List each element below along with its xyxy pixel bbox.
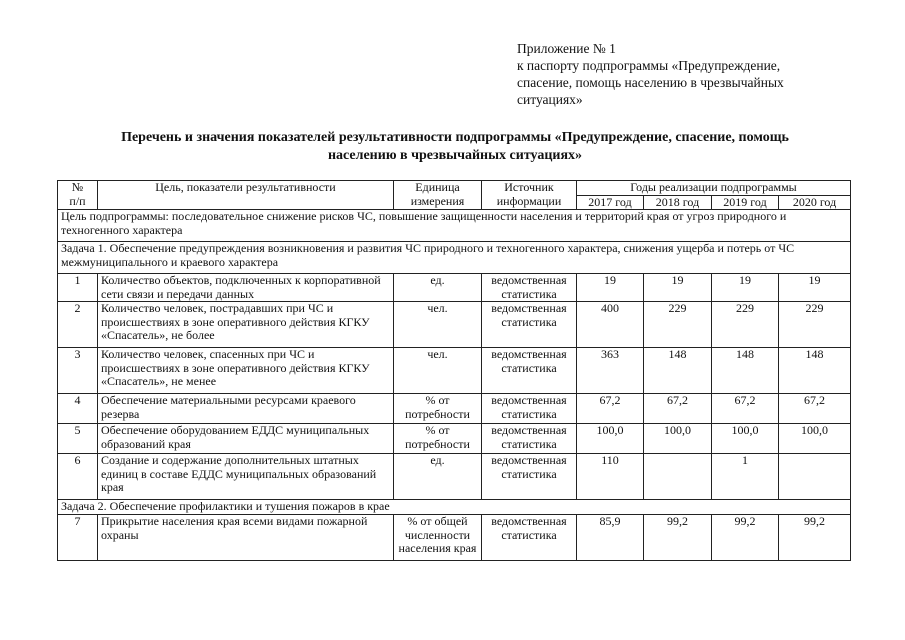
row-value-2017: 100,0 — [577, 424, 644, 454]
row-name: Количество человек, пострадавших при ЧС и происшествиях в зоне оперативного действия КГКУ «Спасатель», не более — [98, 302, 394, 348]
header-year: 2019 год — [712, 195, 779, 210]
row-unit: % от потребности — [394, 394, 482, 424]
row-value-2018: 19 — [644, 274, 712, 302]
row-name: Количество объектов, подключенных к корпоративной сети связи и передачи данных — [98, 274, 394, 302]
row-value-2020: 229 — [779, 302, 851, 348]
task-row: Задача 1. Обеспечение предупреждения возникновения и развития ЧС природного и техногенного характера, снижения ущерба и потерь от ЧС межмуниципального и краевого характера — [58, 242, 851, 274]
row-value-2020: 99,2 — [779, 515, 851, 561]
row-value-2017: 19 — [577, 274, 644, 302]
row-num: 3 — [58, 348, 98, 394]
program-goal-row: Цель подпрограммы: последовательное снижение рисков ЧС, повышение защищенности населения и территорий края от угроз природного и техногенного характера — [58, 210, 851, 242]
header-years-group: Годы реализации подпрограммы — [577, 181, 851, 196]
task-row: Задача 2. Обеспечение профилактики и тушения пожаров в крае — [58, 500, 851, 515]
row-source: ведомственная статистика — [482, 515, 577, 561]
table-row — [58, 348, 851, 394]
row-unit: % от потребности — [394, 424, 482, 454]
row-value-2018: 67,2 — [644, 394, 712, 424]
row-value-2020: 148 — [779, 348, 851, 394]
document-title-line: Перечень и значения показателей результативности подпрограммы «Предупреждение, спасение, помощь — [121, 130, 789, 145]
appendix-line: спасение, помощь населению в чрезвычайных — [517, 75, 784, 90]
row-value-2020: 100,0 — [779, 424, 851, 454]
row-value-2020 — [779, 454, 851, 500]
row-value-2019: 67,2 — [712, 394, 779, 424]
row-value-2018: 100,0 — [644, 424, 712, 454]
table-row — [58, 394, 851, 424]
row-name: Обеспечение оборудованием ЕДДС муниципальных образований края — [98, 424, 394, 454]
row-name: Создание и содержание дополнительных штатных единиц в составе ЕДДС муниципальных образований края — [98, 454, 394, 500]
row-value-2020: 67,2 — [779, 394, 851, 424]
row-name: Прикрытие населения края всеми видами пожарной охраны — [98, 515, 394, 561]
row-name: Обеспечение материальными ресурсами краевого резерва — [98, 394, 394, 424]
row-value-2019: 99,2 — [712, 515, 779, 561]
appendix-line: Приложение № 1 — [517, 41, 616, 56]
row-unit: ед. — [394, 274, 482, 302]
row-num: 7 — [58, 515, 98, 561]
header-goal: Цель, показатели результативности — [98, 181, 394, 210]
row-source: ведомственная статистика — [482, 302, 577, 348]
row-unit: чел. — [394, 302, 482, 348]
row-source: ведомственная статистика — [482, 274, 577, 302]
document-title — [60, 129, 850, 165]
row-value-2019: 148 — [712, 348, 779, 394]
row-num: 5 — [58, 424, 98, 454]
row-value-2020: 19 — [779, 274, 851, 302]
row-num: 1 — [58, 274, 98, 302]
table-row — [58, 515, 851, 561]
table-row — [58, 454, 851, 500]
header-unit: Единица измерения — [394, 181, 482, 210]
document-title-line: населению в чрезвычайных ситуациях» — [327, 148, 583, 163]
table-row — [58, 302, 851, 348]
row-value-2017: 110 — [577, 454, 644, 500]
row-value-2018: 229 — [644, 302, 712, 348]
row-unit: % от общей численности населения края — [394, 515, 482, 561]
row-source: ведомственная статистика — [482, 424, 577, 454]
header-year: 2020 год — [779, 195, 851, 210]
row-value-2017: 85,9 — [577, 515, 644, 561]
row-source: ведомственная статистика — [482, 348, 577, 394]
row-unit: ед. — [394, 454, 482, 500]
row-num: 4 — [58, 394, 98, 424]
row-value-2018: 99,2 — [644, 515, 712, 561]
table-row — [58, 274, 851, 302]
row-name: Количество человек, спасенных при ЧС и происшествиях в зоне оперативного действия КГКУ «Спасатель», не менее — [98, 348, 394, 394]
header-source: Источник информации — [482, 181, 577, 210]
row-source: ведомственная статистика — [482, 394, 577, 424]
header-year: 2018 год — [644, 195, 712, 210]
row-value-2017: 67,2 — [577, 394, 644, 424]
row-num: 6 — [58, 454, 98, 500]
row-value-2019: 100,0 — [712, 424, 779, 454]
row-value-2019: 229 — [712, 302, 779, 348]
row-value-2017: 400 — [577, 302, 644, 348]
row-value-2018 — [644, 454, 712, 500]
header-num: № п/п — [58, 181, 98, 210]
row-value-2019: 19 — [712, 274, 779, 302]
row-num: 2 — [58, 302, 98, 348]
row-value-2018: 148 — [644, 348, 712, 394]
appendix-line: ситуациях» — [517, 92, 583, 107]
appendix-note — [517, 40, 847, 108]
row-source: ведомственная статистика — [482, 454, 577, 500]
header-year: 2017 год — [577, 195, 644, 210]
row-value-2019: 1 — [712, 454, 779, 500]
table-row — [58, 424, 851, 454]
indicators-table — [57, 180, 851, 561]
row-unit: чел. — [394, 348, 482, 394]
row-value-2017: 363 — [577, 348, 644, 394]
appendix-line: к паспорту подпрограммы «Предупреждение, — [517, 58, 781, 73]
